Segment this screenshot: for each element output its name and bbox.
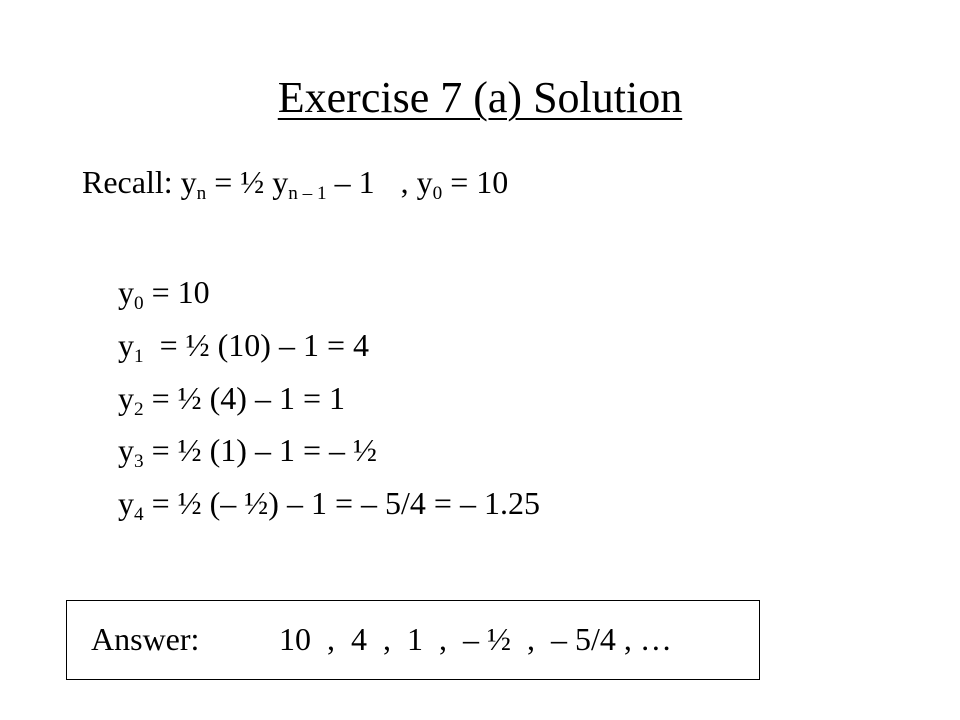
step-y2	[118, 376, 345, 420]
step-var: y	[118, 380, 134, 416]
step-subscript: 3	[134, 451, 144, 473]
step-subscript: 0	[134, 293, 144, 315]
step-var: y	[118, 485, 134, 521]
recurrence-lhs-var: y	[180, 164, 197, 200]
recurrence-lhs-subscript: n	[196, 183, 207, 205]
slide-title-text: Exercise 7 (a) Solution	[277, 73, 683, 122]
initial-subscript: 0	[432, 183, 443, 205]
step-y3	[118, 428, 377, 472]
step-expression: = ½ (– ½) – 1 = – 5/4 = – 1.25	[143, 485, 540, 521]
step-var: y	[118, 327, 134, 363]
recurrence-rhs-var: y	[272, 164, 289, 200]
step-expression: = ½ (4) – 1 = 1	[143, 380, 345, 416]
step-expression: = ½ (10) – 1 = 4	[143, 327, 369, 363]
recall-separator: ,	[400, 164, 417, 200]
step-y0	[118, 270, 210, 314]
answer-box	[66, 600, 760, 680]
recurrence-rhs-subscript: n – 1	[288, 183, 327, 205]
initial-var: y	[416, 164, 433, 200]
recurrence-rhs-tail: – 1	[326, 164, 375, 200]
step-var: y	[118, 432, 134, 468]
step-expression: = ½ (1) – 1 = – ½	[143, 432, 377, 468]
step-subscript: 4	[134, 504, 144, 526]
step-subscript: 2	[134, 399, 144, 421]
slide-title	[0, 70, 960, 126]
answer-label: Answer:	[91, 621, 200, 657]
step-y4	[118, 481, 540, 525]
recurrence-half: = ½	[206, 164, 273, 200]
step-subscript: 1	[134, 346, 144, 368]
answer-values: 10 , 4 , 1 , – ½ , – 5/4 , …	[279, 621, 672, 657]
step-expression: = 10	[143, 274, 210, 310]
initial-value: = 10	[442, 164, 509, 200]
step-var: y	[118, 274, 134, 310]
recall-line	[82, 160, 508, 204]
recall-label: Recall:	[82, 164, 181, 200]
step-y1	[118, 323, 369, 367]
